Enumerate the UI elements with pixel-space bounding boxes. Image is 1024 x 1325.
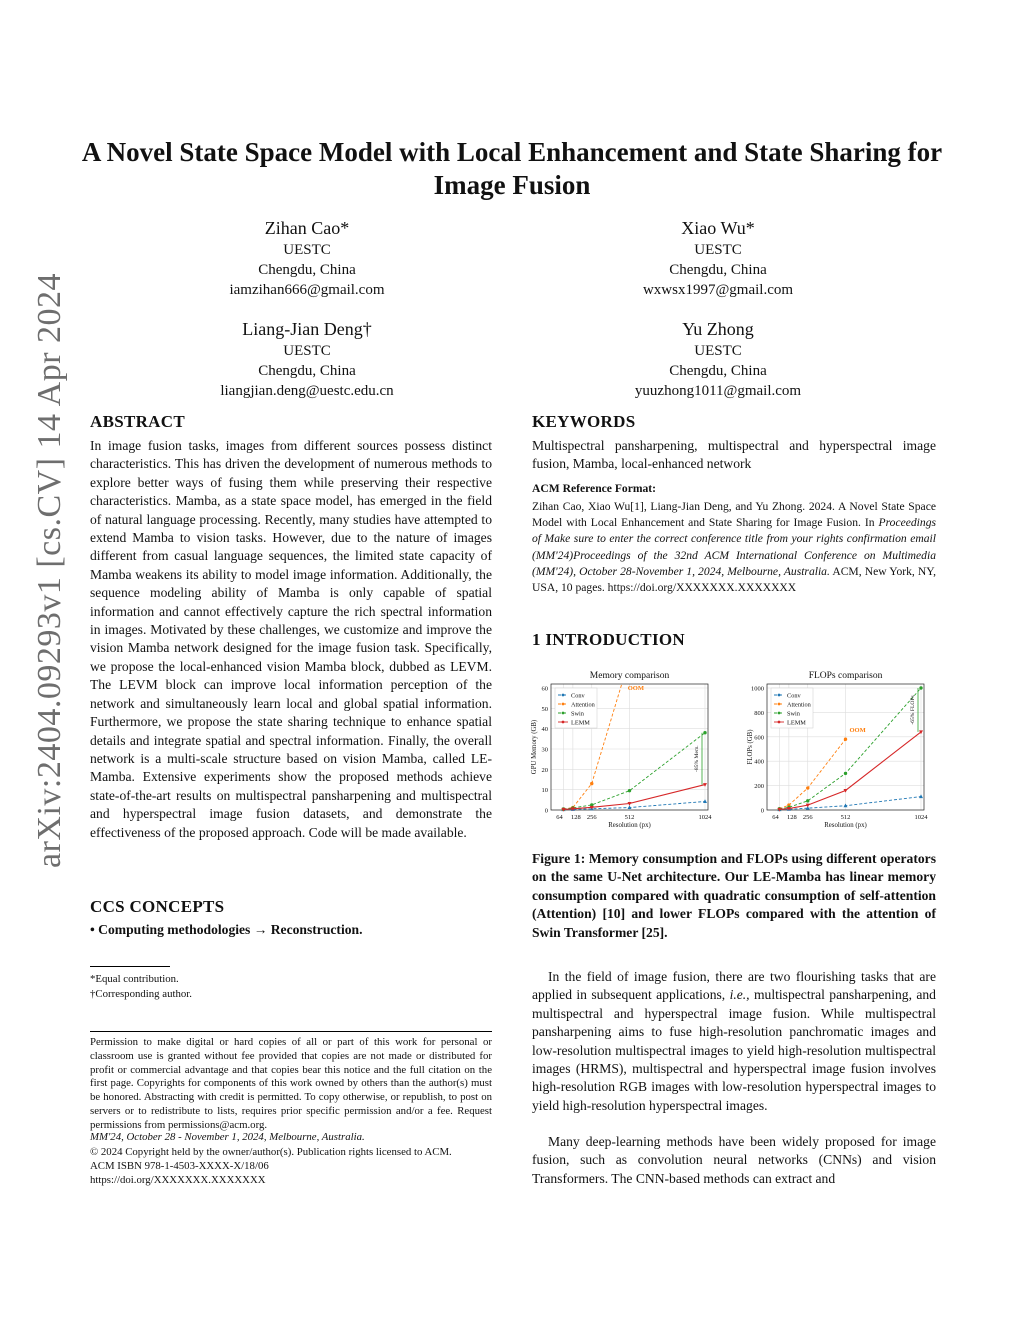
author-email: liangjian.deng@uestc.edu.cn <box>220 383 394 399</box>
memory-comparison-chart <box>531 671 712 829</box>
introduction-heading: 1 INTRODUCTION <box>532 630 685 649</box>
legend-label: Swin <box>787 710 800 718</box>
series-line-attention <box>563 784 591 810</box>
legend-marker <box>562 703 565 706</box>
y-axis-label: FLOPs (GB) <box>747 729 754 765</box>
y-tick-label: 600 <box>754 734 764 742</box>
author-block <box>568 317 868 401</box>
data-point <box>806 799 809 802</box>
x-tick-label: 512 <box>840 814 851 821</box>
keywords-text: Multispectral pansharpening, multispectral and hyperspectral image fusion, Mamba, local-enhanced network <box>532 438 936 472</box>
legend-label: LEMM <box>571 719 590 727</box>
footnote-corresponding: †Corresponding author. <box>90 988 192 1000</box>
chart-title: Memory comparison <box>589 671 670 681</box>
data-point <box>844 772 847 775</box>
x-axis-label: Resolution (px) <box>824 822 867 829</box>
legend-label: Conv <box>571 692 585 700</box>
ccs-heading: CCS CONCEPTS <box>90 897 225 916</box>
data-point <box>844 738 847 741</box>
author-block <box>568 216 868 300</box>
author-location: Chengdu, China <box>669 262 767 278</box>
y-tick-label: 0 <box>544 807 548 815</box>
legend-label: Swin <box>571 710 584 718</box>
author-location: Chengdu, China <box>258 363 356 379</box>
reference-format-heading: ACM Reference Format: <box>532 482 657 495</box>
figure-1 <box>530 664 940 836</box>
isbn-line: ACM ISBN 978-1-4503-XXXX-X/18/06 <box>90 1160 269 1172</box>
author-block <box>157 317 457 401</box>
keywords-heading: KEYWORDS <box>532 412 636 431</box>
series-line-swin <box>563 733 705 809</box>
y-axis-label: GPU Memory (GB) <box>531 719 538 775</box>
y-tick-label: 200 <box>754 783 764 791</box>
data-point <box>806 786 809 789</box>
y-tick-label: 50 <box>541 705 548 713</box>
y-tick-label: 10 <box>541 787 548 795</box>
x-tick-label: 1024 <box>914 814 928 821</box>
x-tick-label: 128 <box>571 814 581 821</box>
chart-title: FLOPs comparison <box>808 671 883 681</box>
footnote-equal: *Equal contribution. <box>90 973 179 985</box>
y-tick-label: 40 <box>541 726 548 734</box>
intro-paragraph-1 <box>532 968 936 1115</box>
author-name: Zihan Cao* <box>264 218 350 238</box>
x-tick-label: 64 <box>556 814 563 821</box>
oom-annotation: OOM <box>627 685 644 692</box>
author-affiliation: UESTC <box>283 343 331 359</box>
x-tick-label: 64 <box>772 814 779 821</box>
reference-proceedings: Proceedings of Make sure to enter the correct conference title from your rights confirmation email (MM'24)Proceedings of the 32nd ACM International Conference on Multimedia (MM'24), October 28-November 1, 2024, Melbourne, Australia. <box>532 516 937 578</box>
abstract-text: In image fusion tasks, images from different sources possess distinct characteristics. This has driven the development of numerous methods to explore better ways of fusing them while preserving their respective characteristics. Mamba, as a state space model, has emerged in the field of natural language processing. Recently, many studies have attempted to extend Mamba to vision tasks. However, due to the nature of images different from casual language sequences, the limited state capacity of Mamba weakens its ability to model image information. Additionally, the sequence modeling ability of Mamba is only capable of spatial information and cannot effectively capture the rich spectral information in images. Motivated by these challenges, we customize and improve the vision Mamba network designed for the image fusion task. Specifically, we propose the local-enhanced vision Mamba block, dubbed as LEVM. The LEVM block can improve local information perception of the network and simultaneously learn local and global spatial information. Furthermore, we propose the state sharing technique to enhance spatial details and integrate spatial and spectral information. Finally, the overall network is a multi-scale structure based on vision Mamba, called LE-Mamba. Extensive experiments show the proposed methods achieve state-of-the-art results on multispectral pansharpening and multispectral and hyperspectral image fusion datasets, and demonstrate the effectiveness of the proposed approach. Code will be made available. <box>90 438 492 840</box>
oom-annotation: OOM <box>849 727 866 735</box>
copyright-line: © 2024 Copyright held by the owner/author(s). Publication rights licensed to ACM. <box>90 1146 452 1158</box>
y-tick-label: 30 <box>541 746 548 754</box>
x-axis-label: Resolution (px) <box>608 822 651 829</box>
author-affiliation: UESTC <box>694 242 742 258</box>
data-point <box>628 789 631 792</box>
y-tick-label: 60 <box>541 685 548 693</box>
author-location: Chengdu, China <box>258 262 356 278</box>
legend-marker <box>778 712 781 715</box>
x-tick-label: 128 <box>787 814 797 821</box>
reduction-annotation: -85% Mem. <box>694 745 700 773</box>
ccs-concepts: • Computing methodologies → Reconstruction. <box>90 922 363 937</box>
series-line-lemm <box>779 732 921 809</box>
permission-rule <box>90 1031 492 1032</box>
figure-1-caption: Figure 1: Memory consumption and FLOPs using different operators on the same U-Net architecture. Our LE-Mamba has linear memory consumption compared with quadratic consumption of self-attention (Attention) [10] and lower FLOPs compared with the attention of Swin Transformer [25]. <box>532 851 936 940</box>
reference-format-text <box>532 499 936 596</box>
paper-title: A Novel State Space Model with Local Enhancement and State Sharing for Image Fusion <box>81 137 943 200</box>
intro-paragraph-2: Many deep-learning methods have been widely proposed for image fusion, such as convolution neural networks (CNNs) and vision Transformers. The CNN-based methods can extract and <box>532 1134 936 1186</box>
legend-label: Conv <box>787 692 801 700</box>
x-tick-label: 512 <box>624 814 635 821</box>
legend-marker <box>562 721 565 724</box>
author-affiliation: UESTC <box>283 242 331 258</box>
x-tick-label: 256 <box>586 814 597 821</box>
abstract-heading: ABSTRACT <box>90 412 185 431</box>
author-name: Liang-Jian Deng† <box>242 319 372 339</box>
venue-line: MM'24, October 28 - November 1, 2024, Melbourne, Australia. <box>90 1131 365 1143</box>
reduction-annotation: -65% FLOPs <box>910 695 916 725</box>
doi-line[interactable]: https://doi.org/XXXXXXX.XXXXXXX <box>90 1174 266 1186</box>
intro-p1-part-a: In the field of image fusion, there are two flourishing tasks that are applied in subsequent applications, <box>532 969 936 1003</box>
data-point <box>703 799 707 803</box>
y-tick-label: 400 <box>754 758 764 766</box>
legend-marker <box>778 703 781 706</box>
legend-marker <box>562 712 565 715</box>
legend-marker <box>562 694 565 697</box>
legend-label: Attention <box>571 701 595 709</box>
intro-p1-part-b: multispectral pansharpening, and multispectral and hyperspectral image fusion. While multispectral pansharpening aims to fuse high-resolution panchromatic images and low-resolution multispectral images to yield high-resolution multispectral images (HRMS), multispectral and hyperspectral image fusion involves high-resolution RGB images with low-resolution hyperspectral images to yield high-resolution hyperspectral images. <box>532 987 936 1113</box>
x-tick-label: 256 <box>802 814 813 821</box>
arxiv-identifier[interactable]: arXiv:2404.09293v1 [cs.CV] 14 Apr 2024 <box>31 272 68 868</box>
series-line-attention <box>779 739 845 809</box>
legend-marker <box>778 721 781 724</box>
y-tick-label: 800 <box>754 709 764 717</box>
y-tick-label: 1000 <box>751 685 764 693</box>
author-block <box>157 216 457 300</box>
footnote-rule <box>90 966 170 967</box>
x-tick-label: 1024 <box>698 814 712 821</box>
author-email: wxwsx1997@gmail.com <box>642 282 794 298</box>
permission-notice: Permission to make digital or hard copies of all or part of this work for personal or classroom use is granted without fee provided that copies are not made or distributed for profit or commercial advantage and that copies bear this notice and the full citation on the first page. Copyrights for components of this work owned by others than the author(s) must be honored. Abstracting with credit is permitted. To copy otherwise, or republish, to post on servers or to redistribute to lists, requires prior specific permission and/or a fee. Request permissions from permissions@acm.org. <box>90 1036 492 1131</box>
reference-authors: Zihan Cao, Xiao Wu[1], Liang-Jian Deng, and Yu Zhong. 2024. A Novel State Space Model with Local Enhancement and State Sharing for Image Fusion. In <box>532 500 936 530</box>
author-name: Yu Zhong <box>682 319 754 339</box>
author-name: Xiao Wu* <box>681 218 755 238</box>
legend-marker <box>778 694 781 697</box>
author-email: yuuzhong1011@gmail.com <box>634 383 802 399</box>
reference-tail: ACM, New York, NY, USA, 10 pages. https://doi.org/XXXXXXX.XXXXXXX <box>532 564 937 595</box>
legend-label: Attention <box>787 701 811 709</box>
author-affiliation: UESTC <box>694 343 742 359</box>
intro-p1-ie: i.e., <box>729 987 750 1003</box>
author-location: Chengdu, China <box>669 363 767 379</box>
author-email: iamzihan666@gmail.com <box>229 282 385 298</box>
y-tick-label: 0 <box>760 807 764 815</box>
data-point <box>919 794 923 798</box>
flops-comparison-chart <box>747 671 928 829</box>
data-point <box>703 731 706 734</box>
data-point <box>919 686 922 689</box>
y-tick-label: 20 <box>541 766 548 774</box>
legend-label: LEMM <box>787 719 806 727</box>
